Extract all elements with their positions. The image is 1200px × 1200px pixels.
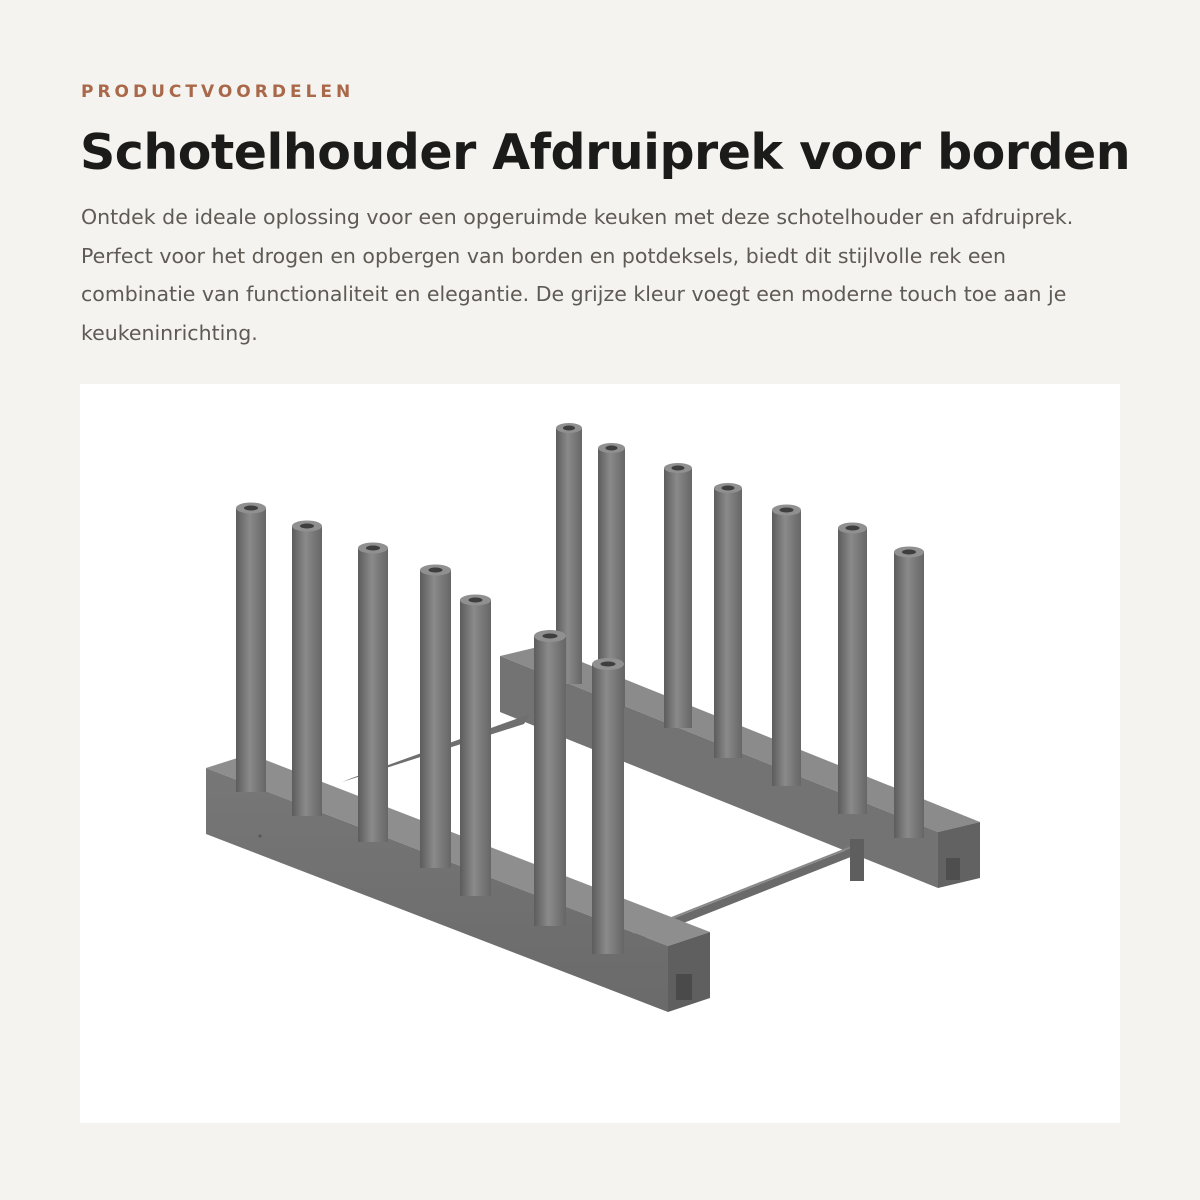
dish-rack-illustration: [80, 384, 1120, 1123]
product-description: Ontdek de ideale oplossing voor een opgeruimde keuken met deze schotelhouder en afdruiprek. Perfect voor het drogen en opbergen van borden en potdeksels, biedt dit stijlvolle rek een combinatie van functionaliteit en elegantie. De grijze kleur voegt een moderne touch toe aan je keukeninrichting.: [81, 205, 1074, 345]
section-eyebrow: PRODUCTVOORDELEN: [81, 82, 355, 102]
front-rail: [206, 754, 710, 1012]
product-image-dish-rack: [80, 384, 1120, 1123]
product-title: Schotelhouder Afdruiprek voor borden: [80, 124, 1131, 181]
